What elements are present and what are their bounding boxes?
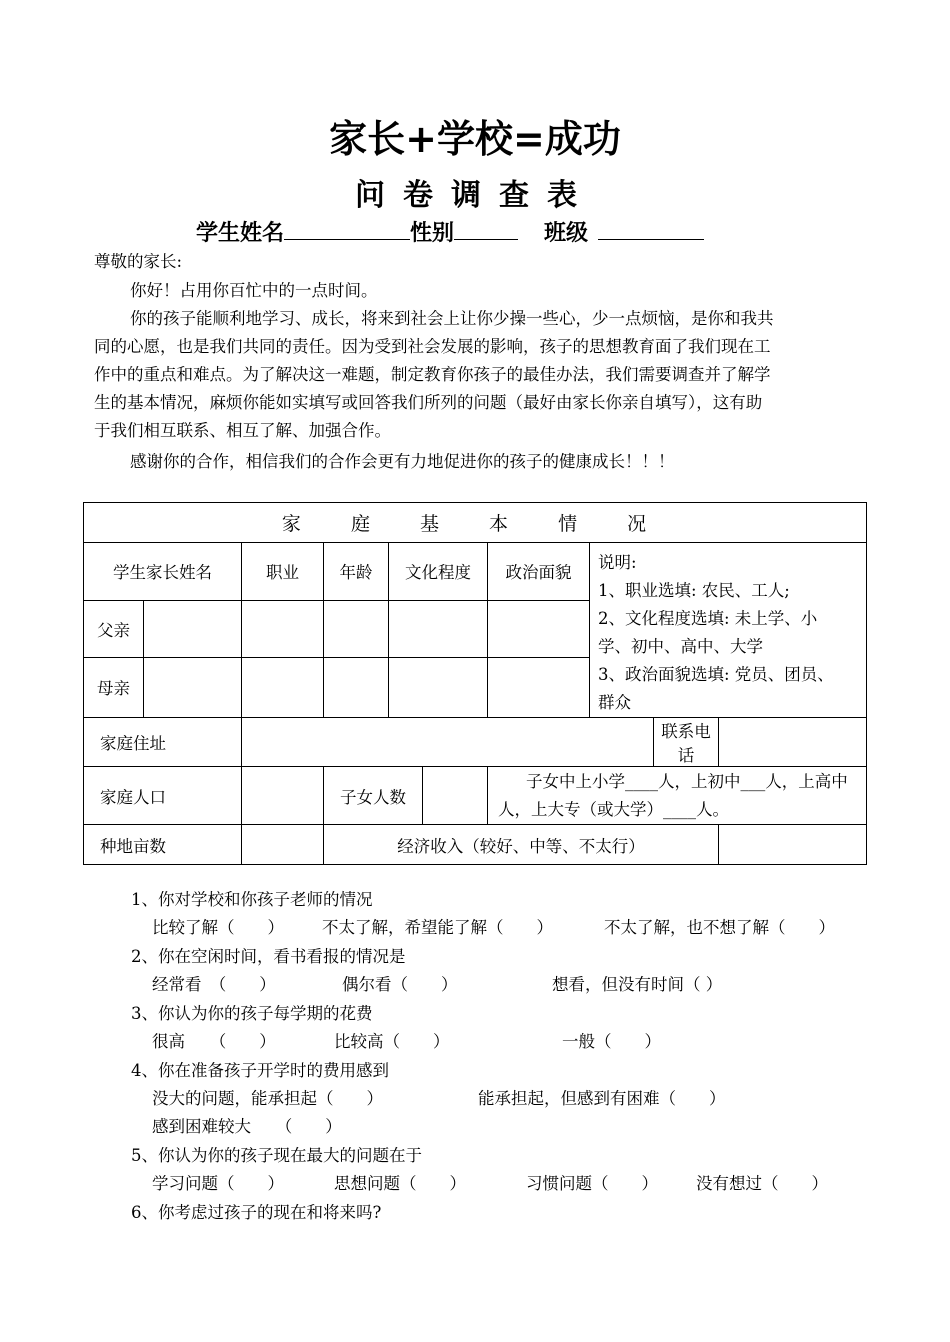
- option[interactable]: 习惯问题（ ）: [526, 1174, 658, 1193]
- gender-blank[interactable]: [454, 219, 518, 240]
- option[interactable]: 思想问题（ ）: [334, 1174, 466, 1193]
- class-label: 班级: [544, 220, 589, 246]
- option[interactable]: 不太了解，希望能了解（ ）: [322, 918, 553, 937]
- children-schooling-line: 人，上大专（或大学）____人。: [498, 799, 729, 819]
- question-5: 5、你认为你的孩子现在最大的问题在于: [131, 1146, 422, 1165]
- option[interactable]: 比较了解（ ）: [152, 918, 284, 937]
- children-count-cell[interactable]: [423, 767, 488, 825]
- address-cell[interactable]: [242, 718, 654, 767]
- education-header: 文化程度: [389, 543, 488, 601]
- option[interactable]: 能承担起，但感到有困难（ ）: [478, 1089, 726, 1108]
- class-blank[interactable]: [598, 219, 704, 240]
- address-label: 家庭住址: [84, 718, 242, 767]
- greeting: 你好！占用你百忙中的一点时间。: [130, 281, 378, 300]
- children-count-label: 子女人数: [324, 767, 423, 825]
- student-name-label: 学生姓名: [196, 220, 285, 246]
- father-political-cell[interactable]: [488, 600, 590, 657]
- note-line: 说明:: [598, 553, 637, 572]
- note-line: 1、职业选填: 农民、工人;: [598, 581, 790, 600]
- children-schooling-line: 子女中上小学____人，上初中___人，上高中: [526, 771, 848, 791]
- father-name-cell[interactable]: [144, 600, 242, 657]
- mother-age-cell[interactable]: [324, 657, 389, 717]
- family-table-heading: 家 庭 基 本 情 况: [84, 503, 867, 543]
- salutation: 尊敬的家长:: [94, 252, 183, 271]
- age-header: 年龄: [324, 543, 389, 601]
- question-6: 6、你考虑过孩子的现在和将来吗?: [131, 1203, 382, 1222]
- father-occupation-cell[interactable]: [242, 600, 324, 657]
- body-line: 同的心愿，也是我们共同的责任。因为受到社会发展的影响，孩子的思想教育面了我们现在工: [94, 337, 771, 356]
- question-2: 2、你在空闲时间，看书看报的情况是: [131, 947, 406, 966]
- father-age-cell[interactable]: [324, 600, 389, 657]
- farmland-label: 种地亩数: [84, 825, 242, 865]
- table-note: [590, 543, 867, 718]
- option[interactable]: 不太了解，也不想了解（ ）: [604, 918, 835, 937]
- phone-label: 联系电话: [654, 718, 719, 767]
- population-cell[interactable]: [242, 767, 324, 825]
- parent-name-header: 学生家长姓名: [84, 543, 242, 601]
- gender-label: 性别: [410, 220, 455, 246]
- option[interactable]: 经常看 （ ）: [152, 975, 276, 994]
- note-line: 2、文化程度选填: 未上学、小: [598, 609, 818, 628]
- mother-name-cell[interactable]: [144, 657, 242, 717]
- option[interactable]: 比较高（ ）: [334, 1032, 450, 1051]
- mother-education-cell[interactable]: [389, 657, 488, 717]
- question-4: 4、你在准备孩子开学时的费用感到: [131, 1061, 389, 1080]
- father-label: 父亲: [84, 600, 144, 657]
- income-label: 经济收入（较好、中等、不太行）: [324, 825, 719, 865]
- option[interactable]: 一般（ ）: [562, 1032, 661, 1051]
- population-label: 家庭人口: [84, 767, 242, 825]
- note-line: 群众: [598, 693, 631, 712]
- body-line: 作中的重点和难点。为了解决这一难题，制定教育你孩子的最佳办法，我们需要调查并了解学: [94, 365, 771, 384]
- option[interactable]: 感到困难较大 （ ）: [152, 1117, 342, 1136]
- body-line: 生的基本情况，麻烦你能如实填写或回答我们所列的问题（最好由家长你亲自填写），这有助: [94, 393, 763, 412]
- income-cell[interactable]: [719, 825, 867, 865]
- body-line: 你的孩子能顺利地学习、成长，将来到社会上让你少操一些心，少一点烦恼，是你和我共: [130, 309, 774, 328]
- occupation-header: 职业: [242, 543, 324, 601]
- option[interactable]: 想看，但没有时间（ ）: [552, 975, 723, 994]
- question-3: 3、你认为你的孩子每学期的花费: [131, 1004, 373, 1023]
- option[interactable]: 没有想过（ ）: [696, 1174, 828, 1193]
- note-line: 3、政治面貌选填: 党员、团员、: [598, 665, 834, 684]
- page-subtitle: 问卷调查表: [355, 178, 595, 213]
- closing-line: 感谢你的合作，相信我们的合作会更有力地促进你的孩子的健康成长！！！: [130, 452, 675, 471]
- father-education-cell[interactable]: [389, 600, 488, 657]
- mother-political-cell[interactable]: [488, 657, 590, 717]
- option[interactable]: 学习问题（ ）: [152, 1174, 284, 1193]
- option[interactable]: 很高 （ ）: [152, 1032, 276, 1051]
- body-line: 于我们相互联系、相互了解、加强合作。: [94, 421, 391, 440]
- farmland-cell[interactable]: [242, 825, 324, 865]
- children-schooling-note[interactable]: [488, 767, 867, 825]
- political-header: 政治面貌: [488, 543, 590, 601]
- mother-label: 母亲: [84, 657, 144, 717]
- student-name-blank[interactable]: [284, 219, 410, 240]
- option[interactable]: 偶尔看（ ）: [342, 975, 458, 994]
- phone-cell[interactable]: [719, 718, 867, 767]
- page-title: 家长+学校=成功: [329, 117, 621, 161]
- question-1: 1、你对学校和你孩子老师的情况: [131, 890, 373, 909]
- note-line: 学、初中、高中、大学: [598, 637, 763, 656]
- family-info-table: [83, 502, 867, 865]
- option[interactable]: 没大的问题，能承担起（ ）: [152, 1089, 383, 1108]
- student-info-line: [196, 216, 704, 247]
- mother-occupation-cell[interactable]: [242, 657, 324, 717]
